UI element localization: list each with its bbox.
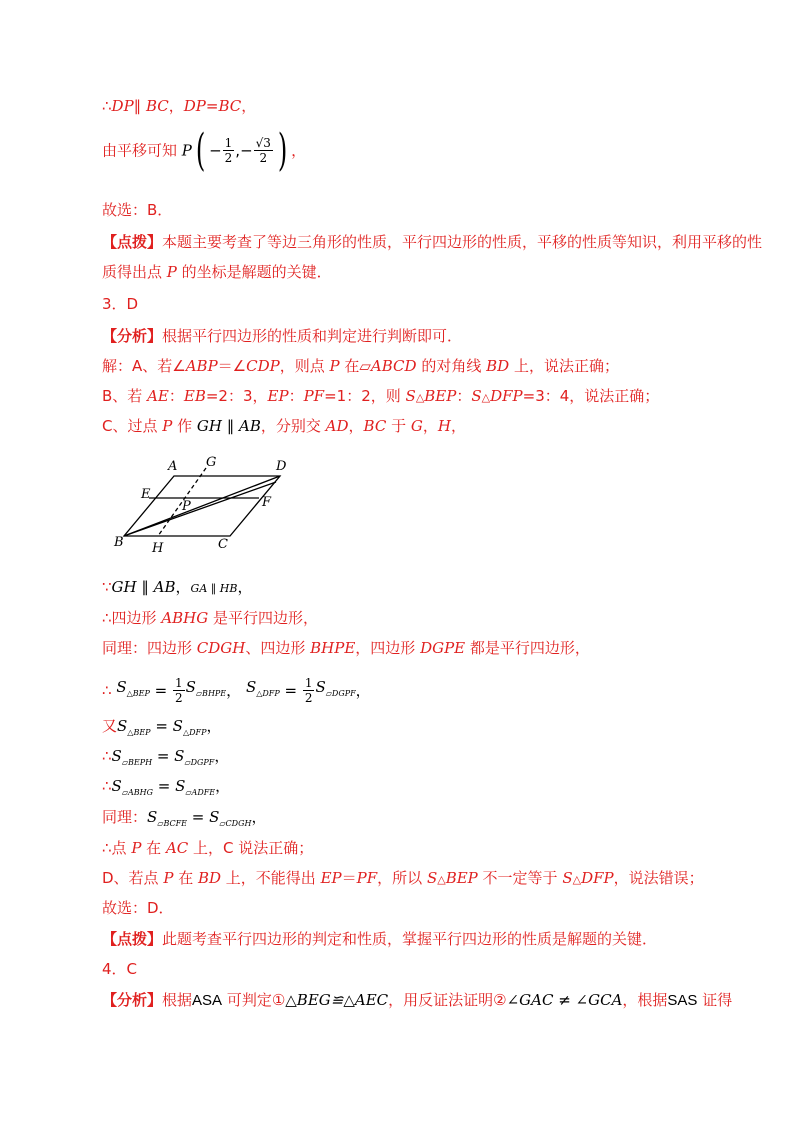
line-q3-option-d: D、若点 P 在 BD 上，不能得出 EP＝PF，所以 S△BEP 不一定等于 S△DFP，说法错误； [102,869,704,887]
line-tip-1-cont: 质得出点 P 的坐标是解题的关键． [102,263,332,281]
line-answer-d: 故选：D． [102,899,174,917]
fraction-sqrt3-half: $\frac{√3}{2}$ [255,136,271,165]
label-f: F [262,495,272,510]
fraction-half-1: $\frac{1}{2}$ [174,676,183,705]
line-q3-analysis: 【分析】根据平行四边形的性质和判定进行判断即可． [102,327,463,345]
right-paren: ) [277,124,288,176]
left-paren: ( [195,124,206,176]
line-answer-b: 故选：B． [102,201,173,219]
label-c: C [218,537,228,552]
label-b: B [114,535,124,550]
line-q4-analysis: 【分析】根据ASA 可判定①△BEG≌△AEC，用反证法证明②∠GAC ≠ ∠GCA，根据SAS 证得 [102,991,733,1009]
parallelogram-figure [108,452,298,556]
fraction-half: $\frac{1}{2}$ [224,136,233,165]
line-similarly-2: 同理：$S_{▱BCFE} = S_{▱CDGH}$， [102,808,267,828]
label-h: H [152,541,164,556]
label-a: A [168,459,178,474]
label-g: G [206,455,217,470]
fraction-half-2: $\frac{1}{2}$ [304,676,313,705]
line-1: ∴DP∥ BC，DP=BC， [102,97,257,115]
line-q3-answer: 3．D [102,295,139,313]
label-p: P [182,499,191,514]
line-2-translation: 由平移可知 P( − $\frac{1}{2}$ ,− $\frac{√3}{2}$ ) ， [102,124,307,176]
line-similarly-1: 同理：四边形 CDGH、四边形 BHPE，四边形 DGPE 都是平行四边形， [102,639,590,657]
label-d: D [276,459,287,474]
line-therefore-2: $\therefore S_{▱ABHG} = S_{▱ADFE}$， [102,777,231,797]
line-q3-option-c: C、过点 P 作 GH ∥ AB，分别交 AD，BC 于 G，H， [102,417,466,435]
line-abhg: ∴四边形 ABHG 是平行四边形， [102,609,319,627]
line-area-halves: ∴ $S_{\triangle BEP}$ = $\frac{1}{2}$ $S_{▱BHPE}$， $S_{\triangle DFP}$ = $\frac{1}{2}$ $S_{▱DGPF}$， [102,676,371,705]
label-e: E [141,487,151,502]
line-tip-1: 【点拨】本题主要考查了等边三角形的性质，平行四边形的性质，平移的性质等知识，利用平移的性 [102,233,763,251]
line-q4-answer: 4．C [102,960,138,978]
line-p-on-ac: ∴点 P 在 AC 上，C 说法正确； [102,839,314,857]
line-q3-option-a: 解：A、若∠ABP＝∠CDP，则点 P 在▱ABCD 的对角线 BD 上，说法正确； [102,357,619,375]
line-because: ∵GH ∥ AB，GA ∥ HB， [102,578,253,596]
line-therefore-1: $\therefore S_{▱BEPH} = S_{▱DGPF}$， [102,747,230,767]
line-tip-2: 【点拨】此题考查平行四边形的判定和性质，掌握平行四边形的性质是解题的关键． [102,930,658,948]
line-q3-option-b: B、若 AE：EB=2：3，EP：PF=1：2，则 S△BEP：S△DFP=3：4，说法正确； [102,387,660,405]
line-also-equal: 又$S_{\triangle BEP} = S_{\triangle DFP}$， [102,717,222,737]
